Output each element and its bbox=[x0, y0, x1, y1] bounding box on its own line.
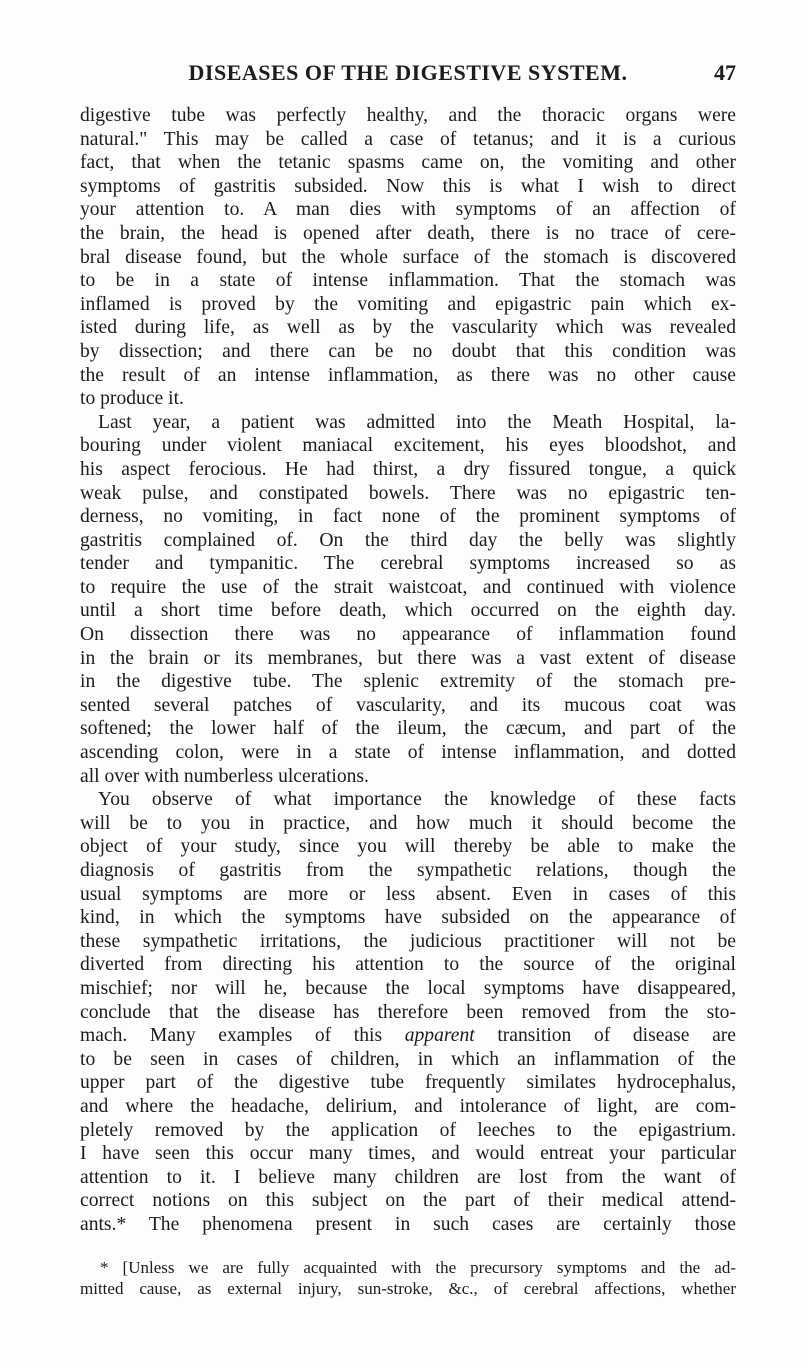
text-line: in the brain or its membranes, but there was a vast extent of disease bbox=[80, 647, 736, 669]
text-line: weak pulse, and constipated bowels. There was no epigastric ten- bbox=[80, 482, 736, 504]
text-line: will be to you in practice, and how much it should become the bbox=[80, 812, 736, 834]
text-line: your attention to. A man dies with symptoms of an affection of bbox=[80, 199, 736, 221]
text-line: to require the use of the strait waistcoat, and continued with violence bbox=[80, 576, 736, 598]
text-line: You observe of what importance the knowledge of these facts bbox=[98, 789, 736, 811]
footnote-line: * [Unless we are fully acquainted with the precursory symptoms and the ad- bbox=[100, 1258, 736, 1277]
text-line: diverted from directing his attention to the source of the original bbox=[80, 954, 736, 976]
text-line: gastritis complained of. On the third day the belly was slightly bbox=[80, 529, 736, 551]
text-line: pletely removed by the application of leeches to the epigastrium. bbox=[80, 1119, 736, 1141]
text-line: symptoms of gastritis subsided. Now this is what I wish to direct bbox=[80, 175, 736, 197]
text-line: tender and tympanitic. The cerebral symptoms increased so as bbox=[80, 553, 736, 575]
text-line: to be seen in cases of children, in which an inflammation of the bbox=[80, 1048, 736, 1070]
text-line: until a short time before death, which occurred on the eighth day. bbox=[80, 600, 736, 622]
text-line: the result of an intense inflammation, as there was no other cause bbox=[80, 364, 736, 386]
text-line: the brain, the head is opened after death, there is no trace of cere- bbox=[80, 222, 736, 244]
page-number: 47 bbox=[714, 60, 736, 85]
text-line: ants.* The phenomena present in such cases are certainly those bbox=[80, 1213, 736, 1235]
text-line: kind, in which the symptoms have subsided on the appearance of bbox=[80, 907, 736, 929]
text-line: object of your study, since you will thereby be able to make the bbox=[80, 836, 736, 858]
text-line: mischief; nor will he, because the local symptoms have disappeared, bbox=[80, 977, 736, 999]
body-text bbox=[80, 104, 736, 1237]
text-line: these sympathetic irritations, the judicious practitioner will not be bbox=[80, 930, 736, 952]
text-line: natural." This may be called a case of tetanus; and it is a curious bbox=[80, 128, 736, 150]
italic-word: apparent bbox=[404, 1025, 475, 1047]
text-line: Last year, a patient was admitted into the Meath Hospital, la- bbox=[98, 411, 736, 433]
running-head bbox=[80, 60, 736, 90]
text-line: fact, that when the tetanic spasms came on, the vomiting and other bbox=[80, 152, 736, 174]
text-line: inflamed is proved by the vomiting and epigastric pain which ex- bbox=[80, 293, 736, 315]
text-line: conclude that the disease has therefore been removed from the sto- bbox=[80, 1001, 736, 1023]
footnote bbox=[80, 1257, 736, 1299]
text-line: in the digestive tube. The splenic extremity of the stomach pre- bbox=[80, 671, 736, 693]
text-line: upper part of the digestive tube frequently similates hydrocephalus, bbox=[80, 1072, 736, 1094]
text-line: I have seen this occur many times, and would entreat your particular bbox=[80, 1143, 736, 1165]
text-line: bral disease found, but the whole surface of the stomach is discovered bbox=[80, 246, 736, 268]
text-line: sented several patches of vascularity, and its mucous coat was bbox=[80, 694, 736, 716]
text-line: digestive tube was perfectly healthy, and the thoracic organs were bbox=[80, 105, 736, 126]
text-line: all over with numberless ulcerations. bbox=[80, 765, 369, 787]
footnote-line: mitted cause, as external injury, sun-stroke, &c., of cerebral affections, whether bbox=[80, 1279, 736, 1298]
text-line: ascending colon, were in a state of intense inflammation, and dotted bbox=[80, 742, 736, 764]
text-line: softened; the lower half of the ileum, the cæcum, and part of the bbox=[80, 718, 736, 740]
text-line: mach. Many examples of this apparent transition of disease are bbox=[80, 1025, 736, 1047]
text-line: attention to it. I believe many children are lost from the want of bbox=[80, 1166, 736, 1188]
text-line: bouring under violent maniacal excitement, his eyes bloodshot, and bbox=[80, 435, 736, 457]
text-line: On dissection there was no appearance of inflammation found bbox=[80, 624, 736, 646]
text-line: his aspect ferocious. He had thirst, a dry fissured tongue, a quick bbox=[80, 458, 736, 480]
text-line: by dissection; and there can be no doubt that this condition was bbox=[80, 340, 736, 362]
text-line: derness, no vomiting, in fact none of the prominent symptoms of bbox=[80, 506, 736, 528]
text-line: usual symptoms are more or less absent. Even in cases of this bbox=[80, 883, 736, 905]
text-line: isted during life, as well as by the vascularity which was revealed bbox=[80, 317, 736, 339]
text-line: to be in a state of intense inflammation. That the stomach was bbox=[80, 270, 736, 292]
text-line: correct notions on this subject on the part of their medical attend- bbox=[80, 1190, 736, 1212]
text-line: and where the headache, delirium, and intolerance of light, are com- bbox=[80, 1095, 736, 1117]
running-title: DISEASES OF THE DIGESTIVE SYSTEM. bbox=[188, 60, 628, 85]
text-line: diagnosis of gastritis from the sympathetic relations, though the bbox=[80, 860, 736, 881]
text-line: to produce it. bbox=[80, 388, 184, 410]
